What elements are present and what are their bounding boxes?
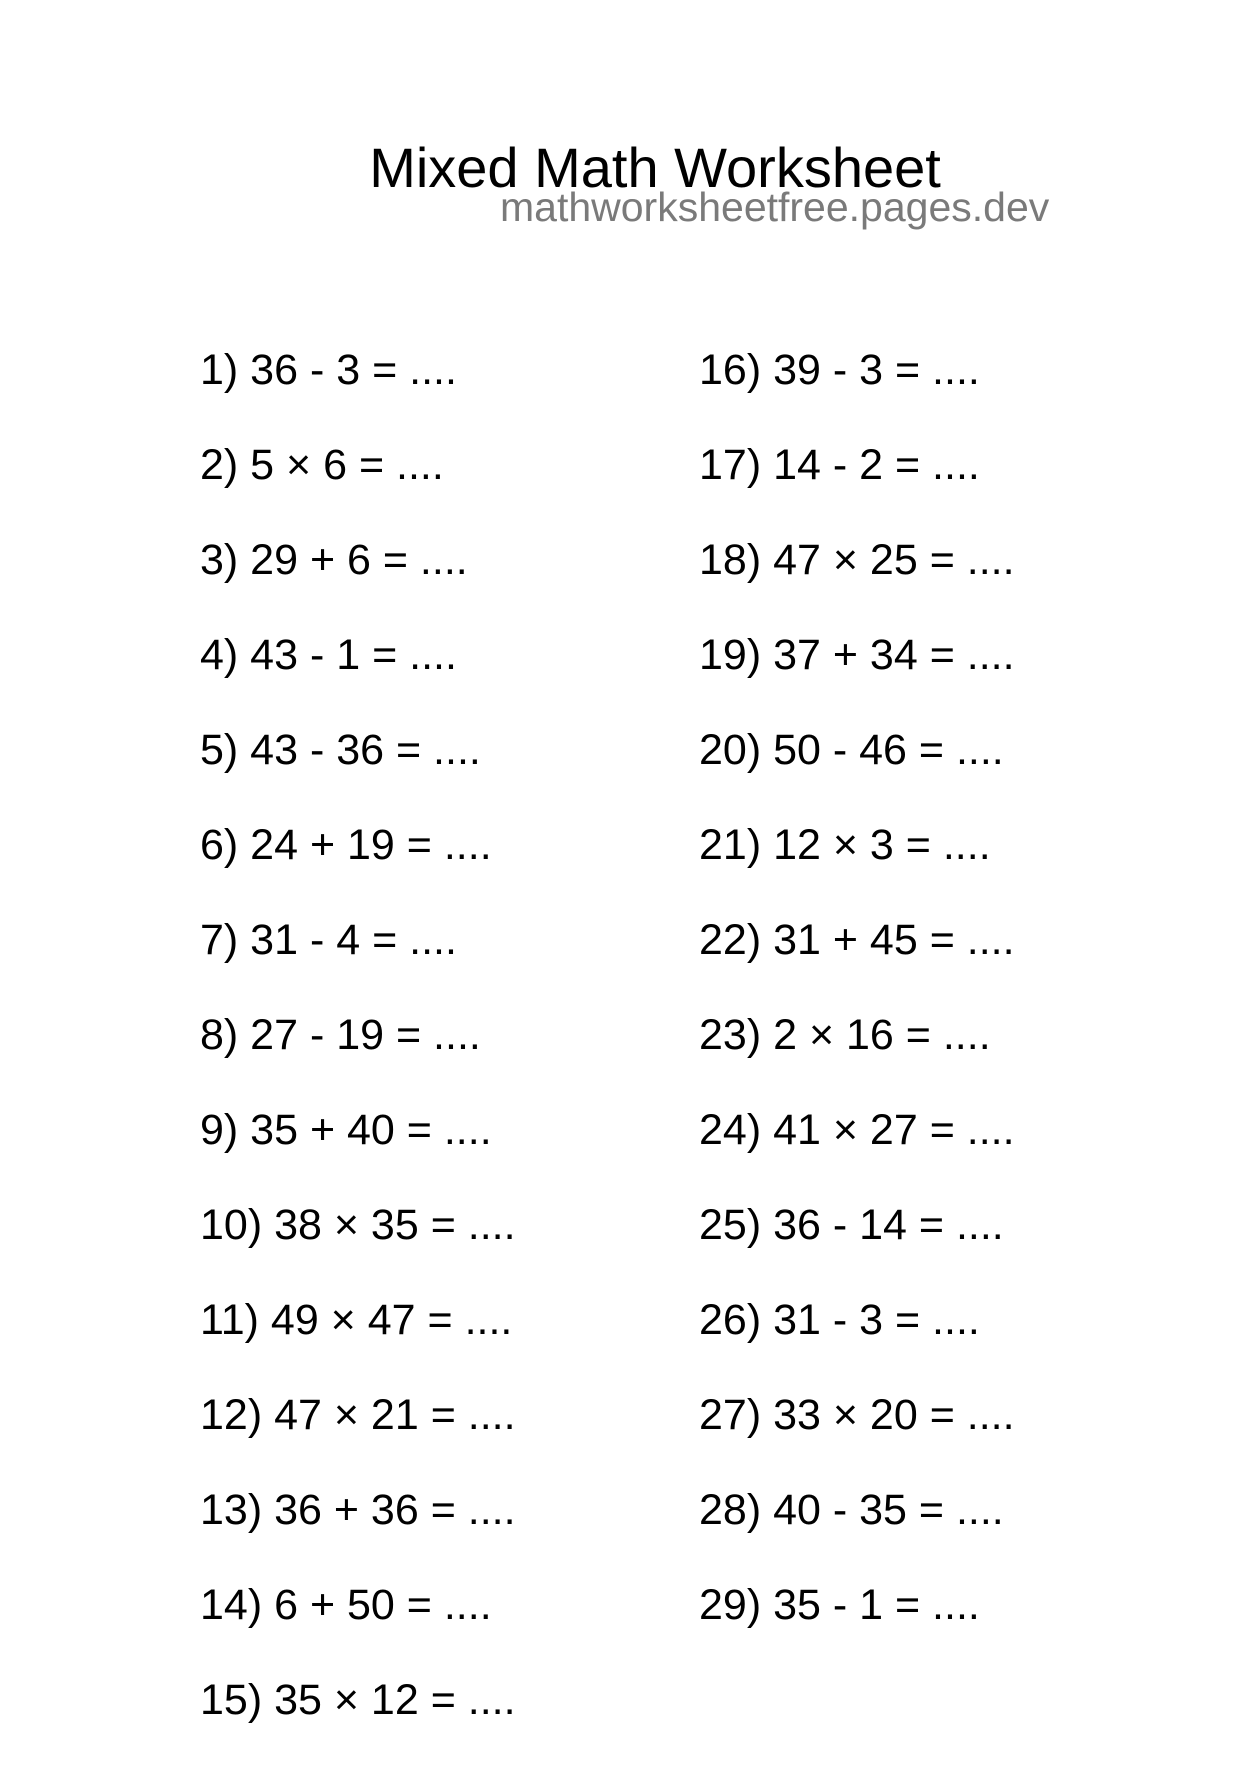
problem-14: 14) 6 + 50 = .... xyxy=(200,1581,492,1629)
problems-right-column xyxy=(699,345,1015,1675)
problem-13: 13) 36 + 36 = .... xyxy=(200,1486,516,1534)
problem-16: 16) 39 - 3 = .... xyxy=(699,346,980,394)
problem-3: 3) 29 + 6 = .... xyxy=(200,536,468,584)
problem-26: 26) 31 - 3 = .... xyxy=(699,1296,980,1344)
problem-8: 8) 27 - 19 = .... xyxy=(200,1011,481,1059)
problem-9: 9) 35 + 40 = .... xyxy=(200,1106,492,1154)
site-url: mathworksheetfree.pages.dev xyxy=(500,184,1050,230)
problem-12: 12) 47 × 21 = .... xyxy=(200,1391,516,1439)
problem-20: 20) 50 - 46 = .... xyxy=(699,726,1004,774)
problem-1: 1) 36 - 3 = .... xyxy=(200,346,457,394)
problem-6: 6) 24 + 19 = .... xyxy=(200,821,492,869)
problem-29: 29) 35 - 1 = .... xyxy=(699,1581,980,1629)
page-title: Mixed Math Worksheet xyxy=(369,135,941,199)
problems-left-column xyxy=(200,345,516,1770)
problem-22: 22) 31 + 45 = .... xyxy=(699,916,1015,964)
problem-21: 21) 12 × 3 = .... xyxy=(699,821,991,869)
problem-25: 25) 36 - 14 = .... xyxy=(699,1201,1004,1249)
problem-4: 4) 43 - 1 = .... xyxy=(200,631,457,679)
problem-18: 18) 47 × 25 = .... xyxy=(699,536,1015,584)
problem-15: 15) 35 × 12 = .... xyxy=(200,1676,516,1724)
problem-28: 28) 40 - 35 = .... xyxy=(699,1486,1004,1534)
problem-24: 24) 41 × 27 = .... xyxy=(699,1106,1015,1154)
problem-2: 2) 5 × 6 = .... xyxy=(200,441,444,489)
problem-10: 10) 38 × 35 = .... xyxy=(200,1201,516,1249)
problem-19: 19) 37 + 34 = .... xyxy=(699,631,1015,679)
problem-17: 17) 14 - 2 = .... xyxy=(699,441,980,489)
problem-5: 5) 43 - 36 = .... xyxy=(200,726,481,774)
problem-27: 27) 33 × 20 = .... xyxy=(699,1391,1015,1439)
problem-11: 11) 49 × 47 = .... xyxy=(200,1296,513,1344)
problem-7: 7) 31 - 4 = .... xyxy=(200,916,457,964)
problem-23: 23) 2 × 16 = .... xyxy=(699,1011,991,1059)
